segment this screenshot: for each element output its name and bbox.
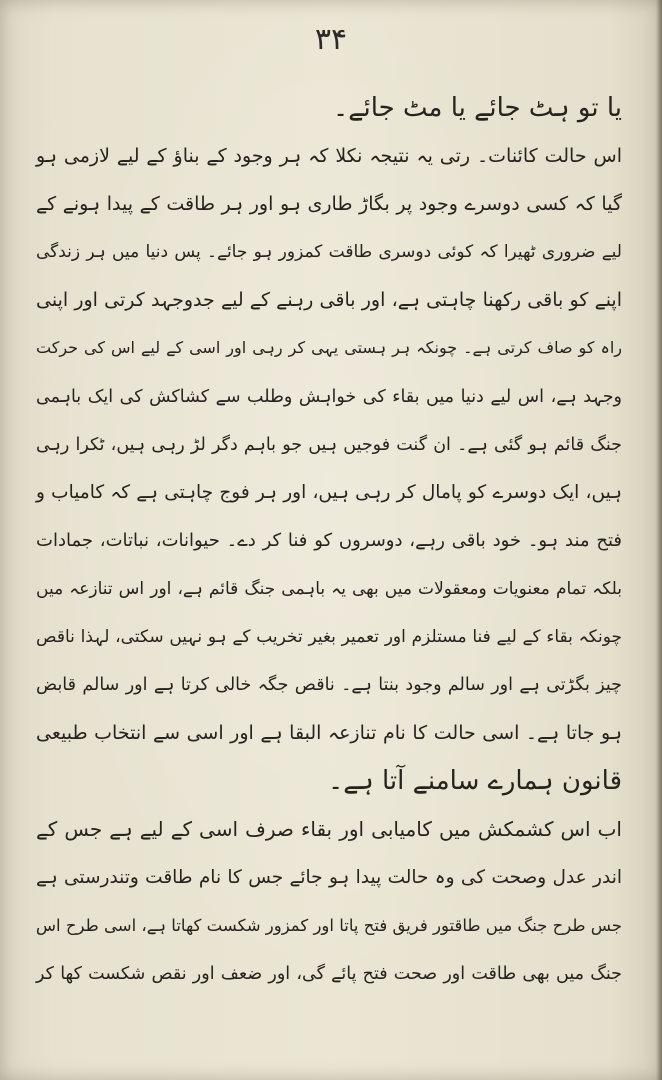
text-line: چونکہ بقاء کے لیے فنا مستلزم اور تعمیر بغیر تخریب کے ہو نہیں سکتی، لہذا ناقص bbox=[36, 627, 622, 648]
text-line: ہو جاتا ہے۔ اسی حالت کا نام تنازعہ البقا ہے اور اسی سے انتخاب طبیعی bbox=[36, 722, 622, 745]
text-line: فتح مند ہو۔ خود باقی رہے، دوسروں کو فنا کر دے۔ حیوانات، نباتات، جمادات bbox=[36, 529, 622, 551]
text-line: گیا کہ کسی دوسرے وجود پر بگاڑ طاری ہو اور ہر طاقت کے پیدا ہونے کے bbox=[36, 193, 622, 216]
page-number: ۳۴ bbox=[314, 22, 348, 57]
text-line: اس حالت کائنات۔ رتی یہ نتیجہ نکلا کہ ہر وجود کے بناؤ کے لیے لازمی ہو bbox=[36, 145, 622, 168]
text-line: اب اس کشمکش میں کامیابی اور بقاء صرف اسی کے لیے ہے جس کے bbox=[36, 817, 622, 842]
body-text bbox=[36, 84, 622, 998]
text-line: وجہد ہے، اس لیے دنیا میں بقاء کی خواہش وطلب سے کشاکش کی ایک باہمی bbox=[36, 386, 622, 407]
text-line: قانون ہمارے سامنے آتا ہے۔ bbox=[328, 766, 622, 797]
text-line: لیے ضروری ٹھیرا کہ کوئی دوسری طاقت کمزور ہو جائے۔ پس دنیا میں ہر زندگی bbox=[36, 242, 622, 263]
text-line: اندر عدل وصحت کی وہ حالت پیدا ہو جائے جس کا نام طاقت وتندرستی ہے bbox=[36, 866, 622, 888]
text-line: بلکہ تمام معنویات ومعقولات میں بھی یہ باہمی جنگ قائم ہے، اور اس تنازعہ میں bbox=[36, 578, 622, 599]
text-line: جس طرح جنگ میں طاقتور فریق فتح پاتا اور کمزور شکست کھاتا ہے، اسی طرح اس bbox=[35, 915, 622, 935]
text-line: راہ کو صاف کرتی ہے۔ چونکہ ہر ہستی یہی کر رہی اور اسی کے لیے اس کی حرکت bbox=[36, 338, 622, 358]
text-line: ہیں، ایک دوسرے کو پامال کر رہی ہیں، اور ہر فوج چاہتی ہے کہ کامیاب و bbox=[36, 481, 622, 503]
text-line: چیز بگڑتی ہے اور سالم وجود بنتا ہے۔ ناقص جگہ خالی کرتا ہے اور سالم قابض bbox=[36, 675, 622, 696]
text-line: اپنے کو باقی رکھنا چاہتی ہے، اور باقی رہنے کے لیے جدوجہد کرتی اور اپنی bbox=[36, 289, 622, 312]
text-line: جنگ میں بھی طاقت اور صحت فتح پائے گی، اور ضعف اور نقص شکست کھا کر bbox=[36, 963, 622, 984]
text-line: یا تو ہٹ جائے یا مٹ جائے۔ bbox=[333, 93, 622, 123]
text-line: جنگ قائم ہو گئی ہے۔ ان گنت فوجیں ہیں جو باہم دگر لڑ رہی ہیں، ٹکرا رہی bbox=[36, 434, 622, 455]
